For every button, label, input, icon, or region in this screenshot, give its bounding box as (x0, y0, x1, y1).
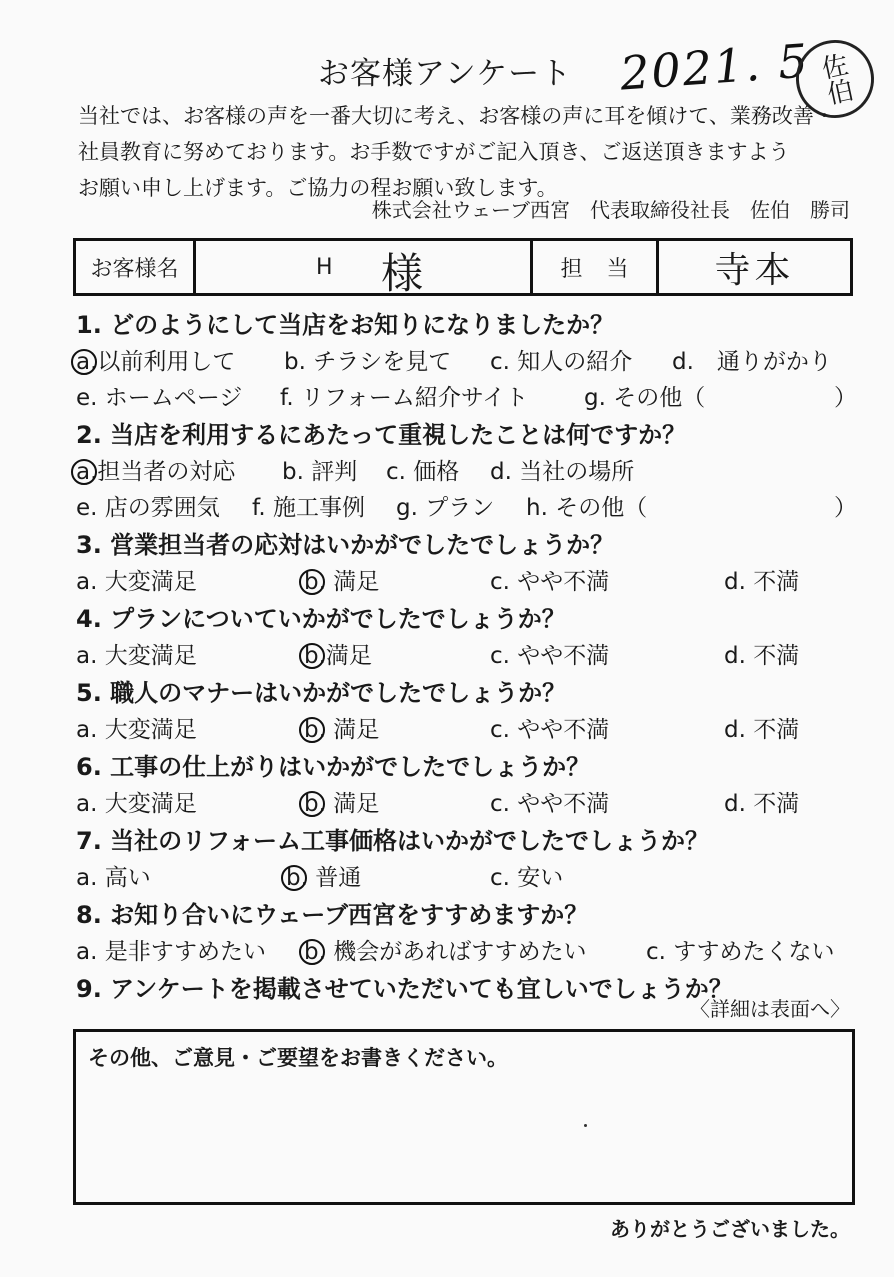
option[interactable]: a. 是非すすめたい (76, 939, 266, 965)
option[interactable] (76, 344, 235, 380)
option[interactable] (286, 860, 361, 896)
option[interactable]: c. やや不満 (490, 569, 610, 595)
company-signature: 株式会社ウェーブ西宮 代表取締役社長 佐伯 勝司 (371, 198, 850, 222)
option-row (76, 564, 866, 600)
customer-name-label: お客様名 (76, 241, 196, 293)
option[interactable]: g. プラン (396, 495, 495, 521)
option-row (76, 712, 866, 748)
option-other[interactable]: h. その他（ (526, 495, 648, 521)
option[interactable]: f. 施工事例 (252, 495, 366, 521)
option-row (76, 786, 866, 822)
option[interactable]: c. やや不満 (490, 717, 610, 743)
option[interactable]: e. ホームページ (76, 385, 243, 411)
option-row (76, 380, 866, 416)
staff-name-handwritten: 寺本 (714, 249, 795, 291)
option-label: b.満足 (304, 643, 372, 669)
intro-line: お願い申し上げます。ご協力の程お願い致します。 (78, 176, 558, 200)
option[interactable] (304, 934, 586, 970)
option[interactable]: c. やや不満 (490, 791, 610, 817)
option[interactable]: d. 不満 (724, 643, 800, 669)
selected-circle-mark (71, 349, 97, 375)
option[interactable]: c. 知人の紹介 (490, 349, 633, 375)
paren-close: ） (834, 495, 857, 521)
handwritten-date: 2021. 5 (618, 33, 812, 101)
staff-field[interactable] (659, 241, 850, 293)
intro-text (78, 98, 868, 206)
selected-circle-mark (281, 865, 307, 891)
customer-suffix: 様 (381, 249, 424, 298)
option[interactable]: a. 大変満足 (76, 643, 197, 669)
question-title: 3. 営業担当者の応対はいかがでしたでしょうか？ (76, 531, 615, 559)
option-label: b. 満足 (304, 791, 380, 817)
option[interactable]: c. 安い (490, 865, 564, 891)
option[interactable]: a. 大変満足 (76, 717, 197, 743)
option-label: b. 満足 (304, 717, 380, 743)
question-title: 1. どのようにして当店をお知りになりましたか？ (76, 311, 615, 339)
option[interactable]: d. 不満 (724, 717, 800, 743)
question-title: 4. プランについていかがでしたでしょうか？ (76, 605, 566, 633)
question-title: 6. 工事の仕上がりはいかがでしたでしょうか？ (76, 753, 591, 781)
intro-line: 社員教育に努めております。お手数ですがご記入頂き、ご返送頂きますよう (78, 140, 790, 164)
option[interactable]: a. 高い (76, 865, 151, 891)
comment-label: その他、ご意見・ご要望をお書きください。 (88, 1046, 508, 1070)
selected-circle-mark (299, 717, 325, 743)
option-label: a.担当者の対応 (76, 459, 236, 485)
option[interactable]: c. 価格 (386, 459, 460, 485)
seal-text: 佐伯 (814, 50, 856, 108)
option[interactable]: e. 店の雰囲気 (76, 495, 220, 521)
option[interactable]: b. チラシを見て (284, 349, 452, 375)
question-title: 9. アンケートを掲載させていただいても宜しいでしょうか？ (76, 975, 733, 1003)
paren-close: ） (834, 385, 857, 411)
option-row (76, 454, 866, 490)
option[interactable]: f. リフォーム紹介サイト (280, 385, 529, 411)
option-row (76, 638, 866, 674)
selected-circle-mark (299, 791, 325, 817)
option[interactable]: d. 不満 (724, 791, 800, 817)
question-title: 5. 職人のマナーはいかがでしたでしょうか？ (76, 679, 567, 707)
selected-circle-mark (71, 459, 97, 485)
option[interactable]: d. 通りがかり (672, 349, 832, 375)
question-list (76, 306, 866, 1008)
option[interactable]: d. 当社の場所 (490, 459, 635, 485)
option-row (76, 934, 866, 970)
option[interactable] (304, 786, 379, 822)
option-row (76, 344, 866, 380)
option-label: a.以前利用して (76, 349, 236, 375)
option[interactable]: a. 大変満足 (76, 791, 197, 817)
option[interactable]: a. 大変満足 (76, 569, 197, 595)
question-title: 2. 当店を利用するにあたって重視したことは何ですか？ (76, 421, 687, 449)
option[interactable]: d. 不満 (724, 569, 800, 595)
option[interactable] (76, 454, 235, 490)
thanks-message: ありがとうございました。 (610, 1217, 850, 1241)
option-other[interactable]: g. その他（ (584, 385, 706, 411)
option[interactable] (304, 638, 372, 674)
selected-circle-mark (299, 643, 325, 669)
customer-name-field[interactable] (196, 241, 533, 298)
customer-initial: H (316, 255, 333, 280)
option-label: b. 普通 (286, 865, 362, 891)
staff-label: 担当 (533, 241, 659, 293)
selected-circle-mark (299, 939, 325, 965)
option[interactable] (304, 712, 379, 748)
comment-box[interactable] (73, 1029, 855, 1205)
selected-circle-mark (299, 569, 325, 595)
option-label: b. 機会があればすすめたい (304, 939, 587, 965)
option-row (76, 490, 866, 526)
question-title: 8. お知り合いにウェーブ西宮をすすめますか？ (76, 901, 589, 929)
customer-info-table (73, 238, 853, 296)
page-title: お客様アンケート (318, 56, 573, 92)
intro-line: 当社では、お客様の声を一番大切に考え、お客様の声に耳を傾けて、業務改善・ (78, 104, 835, 128)
stray-mark (584, 1124, 587, 1127)
question-title: 7. 当社のリフォーム工事価格はいかがでしたでしょうか？ (76, 827, 709, 855)
option[interactable] (304, 564, 379, 600)
detail-note: 〈詳細は表面へ〉 (690, 997, 850, 1021)
option[interactable]: c. やや不満 (490, 643, 610, 669)
option[interactable]: b. 評判 (282, 459, 358, 485)
option[interactable]: c. すすめたくない (646, 939, 835, 965)
option-label: b. 満足 (304, 569, 380, 595)
option-row (76, 860, 866, 896)
